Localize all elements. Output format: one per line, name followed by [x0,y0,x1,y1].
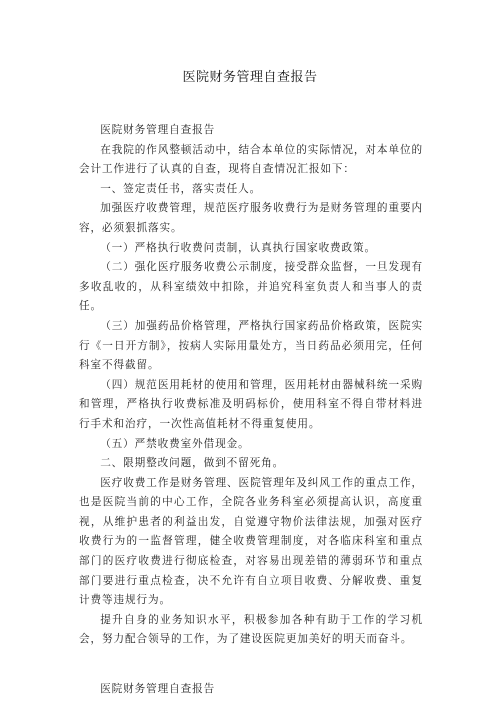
document-title: 医院财务管理自查报告 [182,70,318,85]
item-2: （二）强化医疗服务收费公示制度，接受群众监督，一旦发现有多收乱收的，从科室绩效中扣除，并追究科室负责人和当事人的责任。 [79,261,423,313]
paragraph-closing: 提升自身的业务知识水平，积极参加各种有助于工作的学习机会，努力配合领导的工作，为了建设医院更加美好的明天而奋斗。 [79,613,423,646]
paragraph-fee-management: 加强医疗收费管理，规范医疗服务收费行为是财务管理的重要内容，必须狠抓落实。 [79,202,423,234]
intro-paragraph: 在我院的作风整顿活动中，结合本单位的实际情况，对本单位的会计工作进行了认真的自查，现将自查情况汇报如下： [79,143,423,176]
report-subtitle-repeat: 医院财务管理自查报告 [100,683,216,696]
item-3: （三）加强药品价格管理，严格执行国家药品价格政策，医院实行《一日开方制》，按病人实际用量处方，当日药品必须用完，任何科室不得截留。 [79,319,423,372]
section-heading-2: 二、限期整改问题，做到不留死角。 [100,457,285,470]
item-4: （四）规范医用耗材的使用和管理，医用耗材由器械科统一采购和管理，严格执行收费标准及明码标价，使用科室不得自带材料进行手术和治疗，一次性高值耗材不得重复使用。 [79,378,423,430]
item-5: （五）严禁收费室外借现金。 [100,437,250,450]
item-1: （一）严格执行收费问责制，认真执行国家收费政策。 [100,241,377,254]
section-heading-1: 一、签定责任书，落实责任人。 [100,182,262,195]
report-subtitle: 医院财务管理自查报告 [100,124,216,136]
paragraph-rectification: 医疗收费工作是财务管理、医院管理年及纠风工作的重点工作，也是医院当前的中心工作，全院各业务科室必须提高认识，高度重视，从维护患者的利益出发，自觉遵守物价法律法规，加强对医疗收费行为的一监督管理，健全收费管理制度，对各临床科室和重点部门的医疗收费进行彻底检查，对容易出现差错的薄弱环节和重点部门要进行重点检查，决不允许有自立项目收费、分解收费、重复计费等违规行为。 [79,476,423,607]
document-body [79,121,423,700]
section-spacer [79,650,423,680]
